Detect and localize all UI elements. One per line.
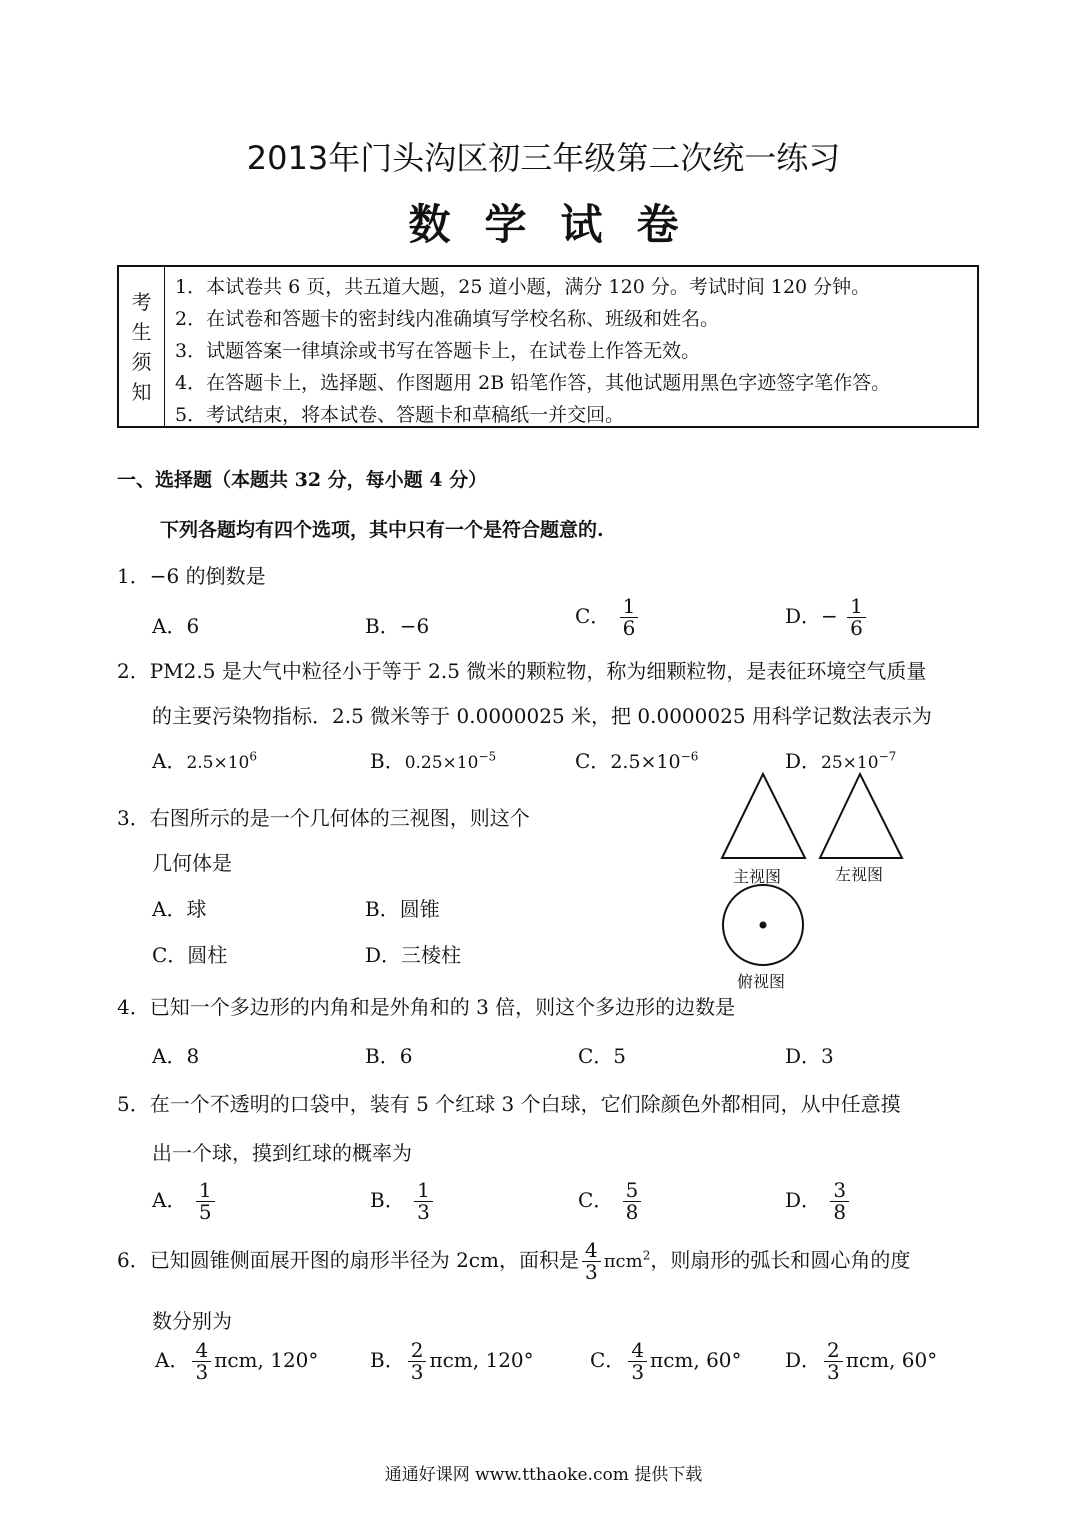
numerator: 1 <box>414 1180 433 1202</box>
option-base: 25×10 <box>821 753 879 773</box>
top-view-center-dot <box>760 922 767 929</box>
numerator: 3 <box>830 1180 849 1202</box>
option-label: D． <box>785 604 822 628</box>
denominator: 3 <box>584 1260 598 1284</box>
numerator: 1 <box>196 1180 215 1202</box>
fraction <box>582 1240 601 1283</box>
fraction <box>414 1180 433 1223</box>
notice-item: 3．试题答案一律填涂或书写在答题卡上，在试卷上作答无效。 <box>175 340 701 362</box>
left-view-triangle <box>820 774 902 858</box>
q2-option-a <box>152 745 257 774</box>
option-label: A． <box>152 1188 187 1212</box>
notice-item: 1．本试卷共 6 页，共五道大题，25 道小题，满分 120 分。考试时间 120 分钟。 <box>175 276 871 298</box>
instruction-emphasis: 只有一个 <box>407 519 484 541</box>
option-label: D． <box>785 1188 822 1212</box>
notice-item: 2．在试卷和答题卡的密封线内准确填写学校名称、班级和姓名。 <box>175 308 720 330</box>
notice-side-char: 生 <box>131 319 152 344</box>
fraction <box>620 596 639 639</box>
denominator: 3 <box>631 1360 645 1384</box>
option-label: C． <box>575 604 611 628</box>
q6-stem-post: ，则扇形的弧长和圆心角的度 <box>650 1248 911 1272</box>
denominator: 6 <box>622 616 636 640</box>
option-exponent: −6 <box>680 749 699 764</box>
notice-items <box>175 271 973 431</box>
q3-stem-line2: 几何体是 <box>152 851 232 875</box>
q3-option-c: C．圆柱 <box>152 943 228 967</box>
q4-option-c: C．5 <box>578 1044 627 1068</box>
numerator: 4 <box>628 1340 647 1362</box>
q1-option-b: B．−6 <box>365 614 430 638</box>
option-label: A． <box>152 749 187 773</box>
fraction <box>408 1340 427 1383</box>
option-label: B． <box>370 749 405 773</box>
instruction-post: 是符合题意的. <box>483 519 604 541</box>
q6-option-a <box>155 1340 318 1383</box>
q6-stem-line2: 数分别为 <box>152 1309 232 1333</box>
option-label: A． <box>155 1348 190 1372</box>
denominator: 5 <box>198 1200 212 1224</box>
q6-stem-exponent: 2 <box>642 1248 651 1263</box>
q5-option-b <box>370 1180 436 1223</box>
fraction <box>623 1180 642 1223</box>
numerator: 1 <box>847 596 866 618</box>
fraction <box>847 596 866 639</box>
fraction <box>824 1340 843 1383</box>
fraction <box>628 1340 647 1383</box>
q4-option-a: A．8 <box>152 1044 200 1068</box>
q3-option-a: A．球 <box>152 897 207 921</box>
notice-side-char: 考 <box>131 289 152 314</box>
q2-option-b <box>370 745 496 774</box>
numerator: 2 <box>824 1340 843 1362</box>
exam-title: 2013年门头沟区初三年级第二次统一练习 <box>246 139 841 177</box>
notice-side-char: 知 <box>131 379 152 404</box>
q5-option-a <box>152 1180 218 1223</box>
denominator: 8 <box>833 1200 847 1224</box>
option-base: 0.25×10 <box>404 753 479 773</box>
q1-option-d <box>785 596 869 639</box>
option-label: D． <box>785 1348 822 1372</box>
option-rest: πcm, 60° <box>845 1348 938 1372</box>
section-title: 一、选择题（本题共 32 分，每小题 4 分） <box>117 469 488 491</box>
footer-credit: 通通好课网 www.tthaoke.com 提供下载 <box>384 1465 703 1485</box>
q2-stem-line1: 2．PM2.5 是大气中粒径小于等于 2.5 微米的颗粒物，称为细颗粒物，是表征环境空气质量 <box>117 659 927 683</box>
fraction <box>196 1180 215 1223</box>
option-label: C． <box>590 1348 626 1372</box>
q1-option-c <box>575 596 641 639</box>
option-exponent: −7 <box>878 749 897 764</box>
notice-side-char: 须 <box>131 349 152 374</box>
fraction <box>192 1340 211 1383</box>
subject-title: 数学试卷 <box>408 200 713 249</box>
top-view-label: 俯视图 <box>737 972 786 991</box>
denominator: 3 <box>417 1200 430 1224</box>
minus-sign: − <box>821 604 838 628</box>
q4-stem: 4．已知一个多边形的内角和是外角和的 3 倍，则这个多边形的边数是 <box>117 995 736 1019</box>
q3-stem-line1: 3．右图所示的是一个几何体的三视图，则这个 <box>117 806 530 830</box>
numerator: 2 <box>408 1340 427 1362</box>
denominator: 6 <box>850 616 863 640</box>
notice-item: 5．考试结束，将本试卷、答题卡和草稿纸一并交回。 <box>175 404 625 426</box>
q6-stem-pre: 6．已知圆锥侧面展开图的扇形半径为 2cm，面积是 <box>117 1248 579 1272</box>
q6-option-d <box>785 1340 937 1383</box>
option-label: D． <box>785 749 822 773</box>
option-base: 2.5×10 <box>610 751 681 773</box>
q6-stem-unit: πcm <box>603 1251 643 1272</box>
denominator: 3 <box>195 1360 209 1384</box>
front-view-label: 主视图 <box>733 867 782 886</box>
fraction <box>830 1180 849 1223</box>
denominator: 3 <box>410 1360 424 1384</box>
option-label: B． <box>370 1348 405 1372</box>
option-rest: πcm, 60° <box>650 1348 742 1372</box>
numerator: 5 <box>623 1180 642 1202</box>
option-exponent: 6 <box>249 749 258 764</box>
option-rest: πcm, 120° <box>214 1348 319 1372</box>
q6-stem-line1 <box>117 1240 910 1283</box>
front-view-triangle <box>722 774 805 858</box>
denominator: 3 <box>827 1360 840 1384</box>
q4-option-d: D．3 <box>785 1044 834 1068</box>
notice-side-label <box>119 267 165 426</box>
q5-option-c <box>578 1180 644 1223</box>
q1-option-a: A．6 <box>152 614 200 638</box>
option-base: 2.5×10 <box>186 753 250 773</box>
q2-option-c <box>575 745 698 774</box>
q5-option-d <box>785 1180 852 1223</box>
notice-box <box>117 265 979 428</box>
option-label: C． <box>578 1188 614 1212</box>
q6-option-b <box>370 1340 534 1383</box>
q6-option-c <box>590 1340 742 1383</box>
q5-stem-line1: 5．在一个不透明的口袋中，装有 5 个红球 3 个白球，它们除颜色外都相同，从中任意摸 <box>117 1092 901 1116</box>
option-rest: πcm, 120° <box>429 1348 534 1372</box>
option-label: C． <box>575 749 611 773</box>
option-exponent: −5 <box>478 749 497 764</box>
q5-stem-line2: 出一个球，摸到红球的概率为 <box>152 1141 412 1165</box>
q4-option-b: B．6 <box>365 1044 413 1068</box>
notice-item: 4．在答题卡上，选择题、作图题用 2B 铅笔作答，其他试题用黑色字迹签字笔作答。 <box>175 372 891 394</box>
q3-option-b: B．圆锥 <box>365 897 440 921</box>
numerator: 1 <box>620 596 639 618</box>
q2-stem-line2: 的主要污染物指标．2.5 微米等于 0.0000025 米，把 0.0000025 用科学记数法表示为 <box>152 704 932 728</box>
option-label: B． <box>370 1188 405 1212</box>
left-view-label: 左视图 <box>835 865 884 884</box>
section-instruction <box>160 515 604 542</box>
q1-stem: 1．−6 的倒数是 <box>117 564 266 588</box>
denominator: 8 <box>625 1200 639 1224</box>
numerator: 4 <box>582 1240 601 1262</box>
numerator: 4 <box>192 1340 211 1362</box>
instruction-pre: 下列各题均有四个选项，其中 <box>160 519 408 541</box>
q3-option-d: D．三棱柱 <box>365 943 462 967</box>
